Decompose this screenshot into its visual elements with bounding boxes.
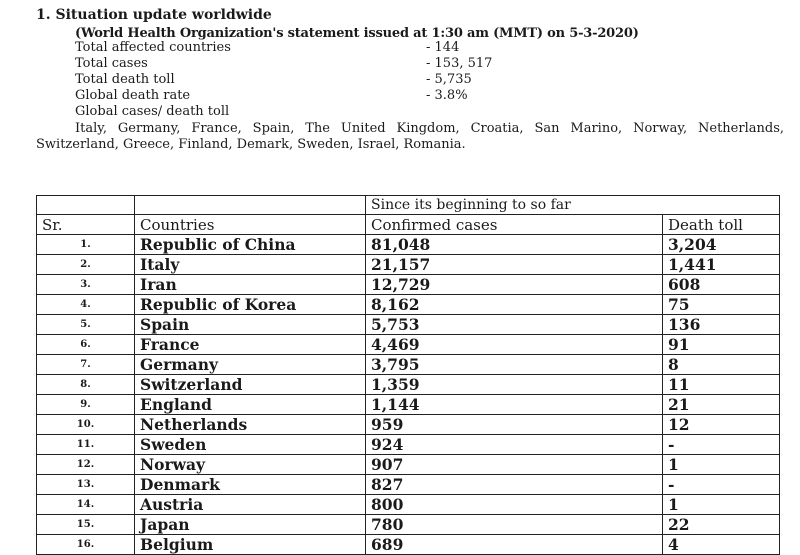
table-row — [37, 414, 780, 434]
country-cell: Switzerland — [135, 374, 366, 394]
header-empty-cell — [135, 196, 366, 215]
sr-cell: 14. — [37, 494, 135, 514]
confirmed-cell: 5,753 — [366, 314, 663, 334]
death-toll-cell: 3,204 — [663, 234, 780, 254]
country-cell: Spain — [135, 314, 366, 334]
confirmed-cell: 81,048 — [366, 234, 663, 254]
sr-cell: 6. — [37, 334, 135, 354]
stat-value: - 144 — [426, 40, 460, 55]
sr-cell: 12. — [37, 454, 135, 474]
country-cell: France — [135, 334, 366, 354]
death-toll-cell: - — [663, 474, 780, 494]
death-toll-cell: 22 — [663, 514, 780, 534]
table-row — [37, 534, 780, 554]
header-countries: Countries — [135, 215, 366, 234]
death-toll-cell: 12 — [663, 414, 780, 434]
death-toll-cell: 608 — [663, 274, 780, 294]
section-heading: 1. Situation update worldwide — [36, 7, 272, 23]
stat-label: Total affected countries — [75, 40, 231, 55]
confirmed-cell: 4,469 — [366, 334, 663, 354]
death-toll-cell: - — [663, 434, 780, 454]
confirmed-cell: 959 — [366, 414, 663, 434]
country-cell: Austria — [135, 494, 366, 514]
sr-cell: 15. — [37, 514, 135, 534]
table-header-row — [37, 215, 780, 234]
table-row — [37, 314, 780, 334]
stat-label: Global cases/ death toll — [75, 104, 230, 119]
sr-cell: 1. — [37, 234, 135, 254]
death-toll-cell: 21 — [663, 394, 780, 414]
death-toll-cell: 1,441 — [663, 254, 780, 274]
statement-subheading: (World Health Organization's statement issued at 1:30 am (MMT) on 5-3-2020) — [75, 26, 639, 41]
sr-cell: 4. — [37, 294, 135, 314]
death-toll-cell: 1 — [663, 454, 780, 474]
table-row — [37, 354, 780, 374]
table-row — [37, 374, 780, 394]
country-cell: Iran — [135, 274, 366, 294]
header-sr: Sr. — [37, 215, 135, 234]
country-cell: Republic of China — [135, 234, 366, 254]
sr-cell: 8. — [37, 374, 135, 394]
sr-cell: 5. — [37, 314, 135, 334]
confirmed-cell: 12,729 — [366, 274, 663, 294]
death-toll-cell: 1 — [663, 494, 780, 514]
country-cell: England — [135, 394, 366, 414]
confirmed-cell: 924 — [366, 434, 663, 454]
country-cell: Japan — [135, 514, 366, 534]
stat-label: Global death rate — [75, 88, 191, 103]
table-row — [37, 254, 780, 274]
table-row — [37, 294, 780, 314]
table-row — [37, 394, 780, 414]
death-toll-cell: 75 — [663, 294, 780, 314]
table-row — [37, 474, 780, 494]
confirmed-cell: 780 — [366, 514, 663, 534]
confirmed-cell: 1,144 — [366, 394, 663, 414]
table-row — [37, 334, 780, 354]
stat-label: Total death toll — [75, 72, 175, 87]
stat-value: - 5,735 — [426, 72, 472, 87]
table-row — [37, 494, 780, 514]
sr-cell: 3. — [37, 274, 135, 294]
sr-cell: 9. — [37, 394, 135, 414]
country-cell: Sweden — [135, 434, 366, 454]
sr-cell: 10. — [37, 414, 135, 434]
death-toll-cell: 8 — [663, 354, 780, 374]
group-header: Since its beginning to so far — [366, 196, 780, 215]
country-cell: Belgium — [135, 534, 366, 554]
death-toll-cell: 136 — [663, 314, 780, 334]
table-row — [37, 454, 780, 474]
country-cell: Denmark — [135, 474, 366, 494]
confirmed-cell: 827 — [366, 474, 663, 494]
country-cell: Germany — [135, 354, 366, 374]
sr-cell: 13. — [37, 474, 135, 494]
countries-list: Italy, Germany, France, Spain, The United Kingdom, Croatia, San Marino, Norway, Netherlands, Switzerland, Greece, Finland, Demark, Sweden, Israel, Romania. — [36, 121, 784, 152]
death-toll-cell: 11 — [663, 374, 780, 394]
header-confirmed-cases: Confirmed cases — [366, 215, 663, 234]
table-group-header-row — [37, 196, 780, 215]
header-death-toll: Death toll — [663, 215, 780, 234]
table-row — [37, 434, 780, 454]
sr-cell: 7. — [37, 354, 135, 374]
country-cell: Italy — [135, 254, 366, 274]
country-cell: Netherlands — [135, 414, 366, 434]
confirmed-cell: 907 — [366, 454, 663, 474]
table-row — [37, 234, 780, 254]
country-cell: Norway — [135, 454, 366, 474]
stat-value: - 3.8% — [426, 88, 468, 103]
confirmed-cell: 800 — [366, 494, 663, 514]
confirmed-cell: 3,795 — [366, 354, 663, 374]
confirmed-cell: 1,359 — [366, 374, 663, 394]
country-cell: Republic of Korea — [135, 294, 366, 314]
stat-label: Total cases — [75, 56, 148, 71]
sr-cell: 16. — [37, 534, 135, 554]
death-toll-cell: 4 — [663, 534, 780, 554]
table-row — [37, 274, 780, 294]
sr-cell: 2. — [37, 254, 135, 274]
table-row — [37, 514, 780, 534]
confirmed-cell: 21,157 — [366, 254, 663, 274]
header-empty-cell — [37, 196, 135, 215]
sr-cell: 11. — [37, 434, 135, 454]
confirmed-cell: 8,162 — [366, 294, 663, 314]
confirmed-cell: 689 — [366, 534, 663, 554]
cases-table — [36, 195, 780, 555]
stat-value: - 153, 517 — [426, 56, 493, 71]
death-toll-cell: 91 — [663, 334, 780, 354]
